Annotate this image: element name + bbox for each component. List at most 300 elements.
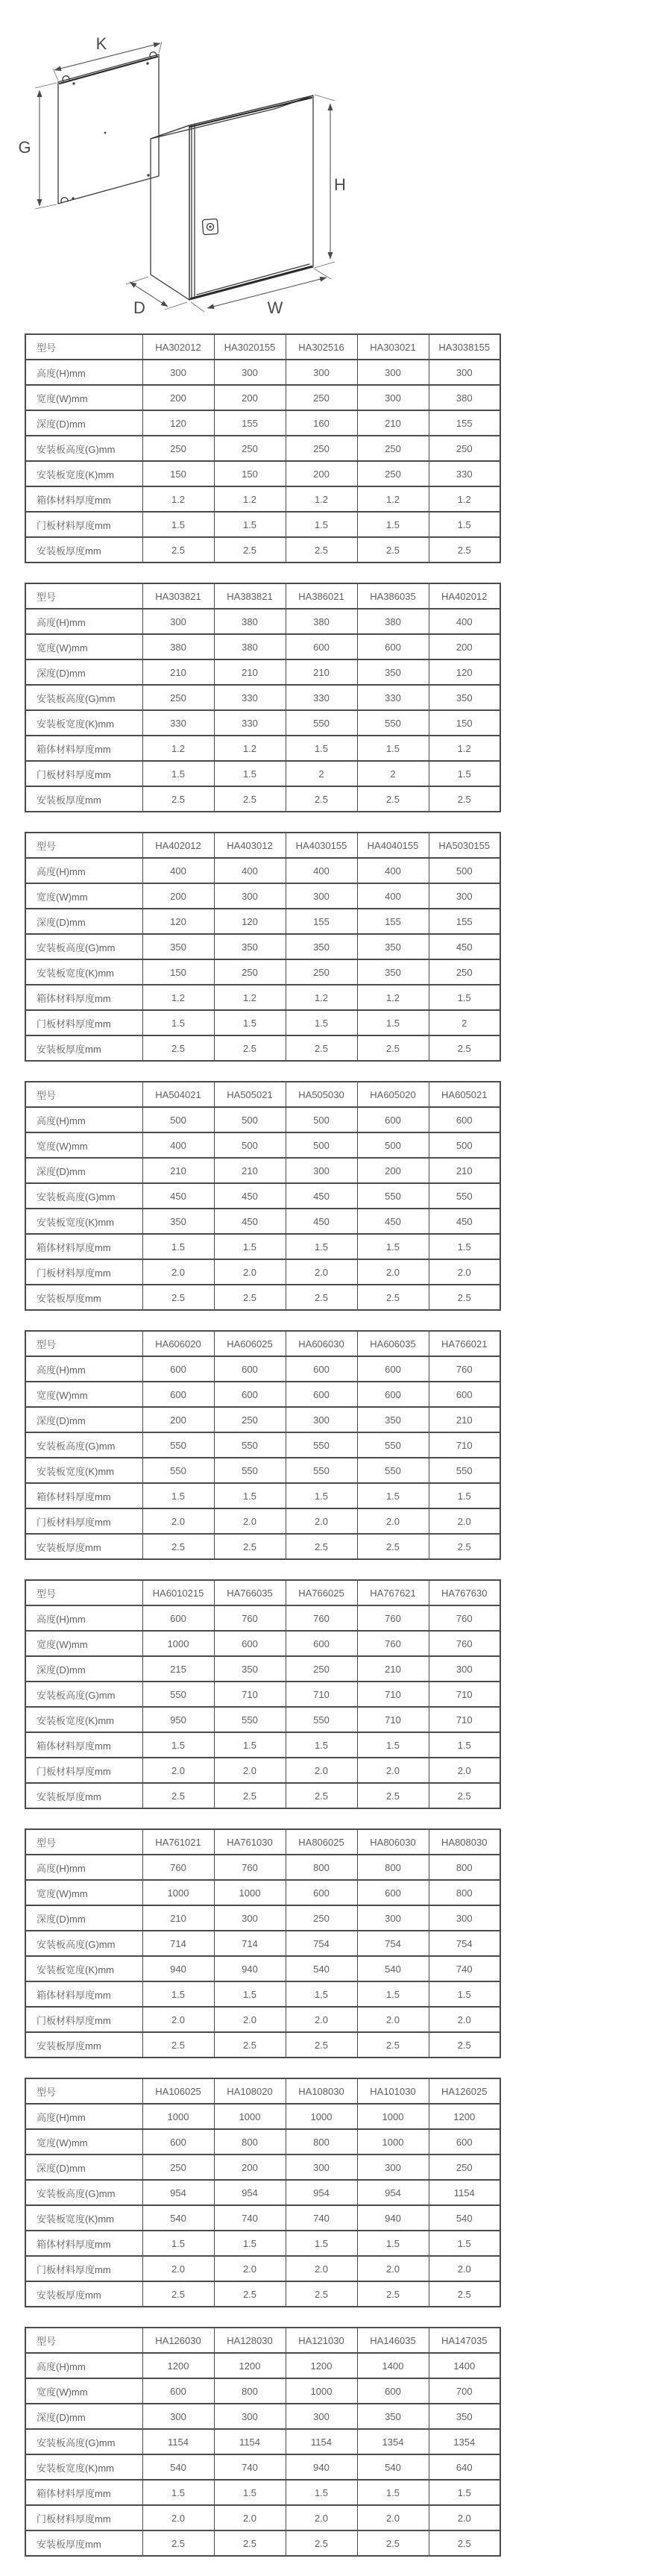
spec-value-cell: 2.5	[286, 2281, 357, 2307]
spec-value-cell: 2.5	[214, 1534, 286, 1559]
spec-value-cell: 150	[142, 461, 214, 486]
spec-value-cell: 600	[429, 2129, 500, 2154]
spec-value-cell: 550	[429, 1458, 500, 1483]
spec-value-cell: 500	[429, 1132, 500, 1158]
model-number-cell: HA6010215	[142, 1580, 214, 1605]
spec-value-cell: 250	[357, 436, 429, 461]
spec-value-cell: 1.5	[142, 1732, 214, 1758]
spec-label-cell: 宽度(W)mm	[25, 2129, 142, 2154]
spec-table-4	[25, 1081, 501, 1311]
spec-row	[25, 1356, 500, 1382]
spec-row	[25, 1783, 500, 1808]
spec-value-cell: 2.5	[142, 2281, 214, 2307]
spec-value-cell: 760	[214, 1855, 286, 1880]
spec-value-cell: 800	[214, 2129, 286, 2154]
spec-value-cell: 550	[142, 1682, 214, 1707]
spec-label-cell: 安装板高度(G)mm	[25, 1432, 142, 1458]
spec-value-cell: 200	[142, 1407, 214, 1432]
spec-row	[25, 1458, 500, 1483]
spec-value-cell: 330	[286, 685, 357, 710]
spec-row	[25, 1956, 500, 1981]
spec-value-cell: 2.0	[286, 1259, 357, 1285]
spec-label-cell: 门板材料厚度mm	[25, 761, 142, 786]
spec-table-7	[25, 1828, 501, 2058]
spec-label-cell: 安装板厚度mm	[25, 786, 142, 812]
spec-value-cell: 350	[142, 1209, 214, 1234]
spec-value-cell: 2.5	[286, 2032, 357, 2058]
spec-row	[25, 1880, 500, 1905]
model-number-cell: HA766025	[286, 1580, 357, 1605]
spec-value-cell: 2.5	[142, 537, 214, 562]
spec-value-cell: 600	[286, 634, 357, 659]
spec-value-cell: 400	[142, 858, 214, 883]
spec-row	[25, 512, 500, 537]
spec-value-cell: 300	[286, 883, 357, 909]
spec-label-cell: 深度(D)mm	[25, 410, 142, 436]
spec-value-cell: 1154	[214, 2429, 286, 2454]
spec-value-cell: 600	[357, 1382, 429, 1407]
spec-value-cell: 2.0	[142, 2256, 214, 2281]
spec-row	[25, 1707, 500, 1732]
model-number-cell: HA605020	[357, 1082, 429, 1107]
spec-value-cell: 200	[286, 461, 357, 486]
spec-value-cell: 1000	[214, 2104, 286, 2129]
model-column-header: 型号	[25, 1580, 142, 1605]
spec-value-cell: 740	[286, 2205, 357, 2231]
spec-label-cell: 宽度(W)mm	[25, 1880, 142, 1905]
spec-value-cell: 954	[214, 2180, 286, 2205]
spec-row	[25, 2007, 500, 2032]
spec-value-cell: 1.5	[429, 1483, 500, 1508]
spec-value-cell: 1000	[142, 2104, 214, 2129]
spec-row	[25, 1407, 500, 1432]
spec-value-cell: 450	[286, 1183, 357, 1209]
spec-label-cell: 安装板厚度mm	[25, 1534, 142, 1559]
spec-value-cell: 400	[429, 609, 500, 634]
spec-value-cell: 1.5	[214, 2480, 286, 2505]
spec-value-cell: 450	[214, 1183, 286, 1209]
spec-value-cell: 550	[142, 1432, 214, 1458]
spec-value-cell: 710	[357, 1682, 429, 1707]
spec-value-cell: 250	[286, 959, 357, 985]
model-number-cell: HA402012	[142, 833, 214, 858]
spec-value-cell: 2.0	[357, 1758, 429, 1783]
spec-value-cell: 380	[214, 609, 286, 634]
spec-value-cell: 600	[286, 1880, 357, 1905]
spec-value-cell: 1.5	[214, 1732, 286, 1758]
spec-value-cell: 380	[286, 609, 357, 634]
mounting-plate	[58, 52, 159, 204]
spec-value-cell: 500	[357, 1132, 429, 1158]
spec-value-cell: 714	[214, 1931, 286, 1956]
spec-label-cell: 高度(H)mm	[25, 609, 142, 634]
spec-value-cell: 1.5	[214, 512, 286, 537]
spec-value-cell: 300	[357, 2154, 429, 2180]
spec-label-cell: 宽度(W)mm	[25, 883, 142, 909]
spec-value-cell: 1400	[357, 2353, 429, 2378]
spec-value-cell: 2.5	[357, 1783, 429, 1808]
spec-value-cell: 330	[357, 685, 429, 710]
spec-value-cell: 2.5	[214, 2281, 286, 2307]
spec-label-cell: 高度(H)mm	[25, 858, 142, 883]
spec-row	[25, 2530, 500, 2556]
spec-value-cell: 215	[142, 1656, 214, 1682]
spec-value-cell: 754	[357, 1931, 429, 1956]
spec-label-cell: 安装板厚度mm	[25, 2032, 142, 2058]
spec-value-cell: 1.5	[286, 1483, 357, 1508]
spec-row	[25, 1855, 500, 1880]
spec-value-cell: 1.5	[429, 1732, 500, 1758]
spec-value-cell: 400	[142, 1132, 214, 1158]
spec-value-cell: 760	[429, 1356, 500, 1382]
model-number-cell: HA806030	[357, 1829, 429, 1855]
spec-value-cell: 1000	[286, 2104, 357, 2129]
spec-value-cell: 2.0	[142, 1758, 214, 1783]
spec-label-cell: 深度(D)mm	[25, 909, 142, 934]
spec-value-cell: 350	[357, 959, 429, 985]
spec-label-cell: 安装板高度(G)mm	[25, 2180, 142, 2205]
spec-value-cell: 2.5	[357, 537, 429, 562]
spec-value-cell: 2	[286, 761, 357, 786]
spec-label-cell: 安装板厚度mm	[25, 2281, 142, 2307]
spec-row	[25, 2231, 500, 2256]
spec-value-cell: 2.5	[429, 2281, 500, 2307]
spec-value-cell: 600	[286, 1382, 357, 1407]
spec-label-cell: 安装板高度(G)mm	[25, 1183, 142, 1209]
spec-label-cell: 深度(D)mm	[25, 2154, 142, 2180]
model-number-cell: HA303821	[142, 583, 214, 609]
spec-value-cell: 300	[357, 360, 429, 385]
spec-row	[25, 1209, 500, 1234]
spec-row	[25, 1432, 500, 1458]
spec-label-cell: 安装板宽度(K)mm	[25, 710, 142, 736]
spec-label-cell: 深度(D)mm	[25, 1656, 142, 1682]
spec-label-cell: 安装板高度(G)mm	[25, 685, 142, 710]
spec-value-cell: 300	[286, 1158, 357, 1183]
spec-value-cell: 760	[357, 1631, 429, 1656]
spec-row	[25, 1285, 500, 1310]
spec-label-cell: 门板材料厚度mm	[25, 512, 142, 537]
model-number-cell: HA146035	[357, 2328, 429, 2353]
spec-value-cell: 760	[214, 1605, 286, 1631]
spec-row	[25, 685, 500, 710]
model-header-row	[25, 2328, 500, 2353]
model-number-cell: HA106025	[142, 2078, 214, 2104]
dim-label-d: D	[133, 298, 145, 317]
spec-value-cell: 2.5	[286, 2530, 357, 2556]
spec-value-cell: 350	[429, 2404, 500, 2429]
spec-value-cell: 1.2	[142, 736, 214, 761]
spec-label-cell: 箱体材料厚度mm	[25, 1981, 142, 2007]
spec-label-cell: 宽度(W)mm	[25, 2378, 142, 2404]
spec-value-cell: 1.2	[286, 985, 357, 1010]
spec-value-cell: 250	[429, 2154, 500, 2180]
spec-value-cell: 300	[429, 360, 500, 385]
spec-value-cell: 1.2	[357, 985, 429, 1010]
spec-label-cell: 深度(D)mm	[25, 2404, 142, 2429]
spec-value-cell: 210	[357, 1656, 429, 1682]
spec-label-cell: 宽度(W)mm	[25, 385, 142, 410]
model-header-row	[25, 1829, 500, 1855]
spec-value-cell: 2.5	[429, 1783, 500, 1808]
spec-value-cell: 1.5	[214, 2231, 286, 2256]
spec-value-cell: 150	[214, 461, 286, 486]
spec-value-cell: 2.5	[142, 786, 214, 812]
spec-value-cell: 2.0	[429, 2505, 500, 2530]
model-number-cell: HA767621	[357, 1580, 429, 1605]
spec-value-cell: 380	[142, 634, 214, 659]
spec-value-cell: 600	[357, 2378, 429, 2404]
model-header-row	[25, 334, 500, 360]
spec-value-cell: 300	[429, 1656, 500, 1682]
spec-value-cell: 500	[214, 1132, 286, 1158]
spec-value-cell: 250	[286, 1656, 357, 1682]
spec-value-cell: 1000	[142, 1880, 214, 1905]
spec-value-cell: 2.5	[142, 1035, 214, 1061]
spec-label-cell: 宽度(W)mm	[25, 1382, 142, 1407]
spec-value-cell: 2.0	[357, 1259, 429, 1285]
spec-value-cell: 1.5	[142, 2231, 214, 2256]
spec-value-cell: 2.0	[429, 1508, 500, 1534]
spec-label-cell: 安装板高度(G)mm	[25, 1931, 142, 1956]
spec-value-cell: 300	[214, 360, 286, 385]
spec-label-cell: 门板材料厚度mm	[25, 2007, 142, 2032]
spec-value-cell: 1154	[142, 2429, 214, 2454]
spec-label-cell: 安装板宽度(K)mm	[25, 959, 142, 985]
spec-label-cell: 安装板厚度mm	[25, 1285, 142, 1310]
spec-value-cell: 120	[142, 909, 214, 934]
spec-value-cell: 1.2	[214, 736, 286, 761]
spec-value-cell: 250	[214, 436, 286, 461]
spec-value-cell: 300	[214, 1905, 286, 1931]
spec-value-cell: 150	[429, 710, 500, 736]
spec-value-cell: 210	[286, 659, 357, 685]
spec-value-cell: 1.5	[286, 1234, 357, 1259]
spec-value-cell: 200	[429, 634, 500, 659]
spec-table-1	[25, 333, 501, 563]
spec-tables	[25, 333, 671, 2557]
spec-value-cell: 250	[142, 685, 214, 710]
spec-value-cell: 2.0	[286, 2007, 357, 2032]
model-column-header: 型号	[25, 833, 142, 858]
spec-row	[25, 1758, 500, 1783]
model-header-row	[25, 1082, 500, 1107]
spec-value-cell: 550	[214, 1458, 286, 1483]
spec-value-cell: 954	[286, 2180, 357, 2205]
spec-value-cell: 2.5	[286, 537, 357, 562]
spec-value-cell: 1.5	[357, 1981, 429, 2007]
spec-value-cell: 710	[429, 1707, 500, 1732]
spec-value-cell: 1.5	[429, 2231, 500, 2256]
spec-value-cell: 300	[429, 1905, 500, 1931]
spec-value-cell: 2.5	[214, 537, 286, 562]
spec-label-cell: 安装板宽度(K)mm	[25, 2205, 142, 2231]
spec-value-cell: 2.5	[214, 2530, 286, 2556]
spec-value-cell: 2.5	[214, 2032, 286, 2058]
spec-value-cell: 450	[429, 934, 500, 959]
spec-row	[25, 1158, 500, 1183]
spec-table-8	[25, 2078, 501, 2307]
spec-value-cell: 1.5	[286, 1981, 357, 2007]
spec-row	[25, 883, 500, 909]
spec-row	[25, 659, 500, 685]
spec-value-cell: 2.0	[142, 2505, 214, 2530]
spec-value-cell: 740	[429, 1956, 500, 1981]
spec-row	[25, 486, 500, 512]
spec-row	[25, 985, 500, 1010]
spec-row	[25, 634, 500, 659]
spec-label-cell: 安装板厚度mm	[25, 1035, 142, 1061]
spec-value-cell: 1.5	[142, 761, 214, 786]
spec-row	[25, 385, 500, 410]
spec-value-cell: 2.5	[286, 1035, 357, 1061]
spec-row	[25, 1605, 500, 1631]
spec-value-cell: 740	[214, 2205, 286, 2231]
spec-value-cell: 1.2	[429, 486, 500, 512]
spec-value-cell: 2.5	[357, 2032, 429, 2058]
spec-value-cell: 1.5	[142, 1483, 214, 1508]
spec-value-cell: 550	[286, 1458, 357, 1483]
spec-value-cell: 250	[214, 959, 286, 985]
spec-value-cell: 550	[286, 710, 357, 736]
spec-value-cell: 1.5	[286, 1732, 357, 1758]
spec-row	[25, 1010, 500, 1035]
model-number-cell: HA606035	[357, 1331, 429, 1356]
spec-value-cell: 550	[142, 1458, 214, 1483]
spec-value-cell: 250	[214, 1407, 286, 1432]
dim-label-k: K	[95, 34, 107, 53]
spec-value-cell: 540	[142, 2454, 214, 2480]
model-number-cell: HA403012	[214, 833, 286, 858]
spec-label-cell: 安装板宽度(K)mm	[25, 1956, 142, 1981]
spec-value-cell: 1.5	[142, 1010, 214, 1035]
spec-table-5	[25, 1330, 501, 1560]
spec-value-cell: 120	[429, 659, 500, 685]
spec-value-cell: 2.5	[429, 537, 500, 562]
spec-value-cell: 500	[142, 1107, 214, 1132]
spec-label-cell: 箱体材料厚度mm	[25, 2480, 142, 2505]
spec-value-cell: 1200	[214, 2353, 286, 2378]
model-number-cell: HA606020	[142, 1331, 214, 1356]
spec-value-cell: 600	[429, 1382, 500, 1407]
spec-value-cell: 1.2	[357, 486, 429, 512]
model-column-header: 型号	[25, 583, 142, 609]
spec-row	[25, 2256, 500, 2281]
spec-value-cell: 300	[286, 2404, 357, 2429]
spec-value-cell: 740	[214, 2454, 286, 2480]
spec-value-cell: 1.5	[357, 1234, 429, 1259]
spec-value-cell: 550	[357, 710, 429, 736]
spec-value-cell: 350	[142, 934, 214, 959]
spec-value-cell: 540	[142, 2205, 214, 2231]
spec-value-cell: 550	[286, 1707, 357, 1732]
spec-value-cell: 200	[142, 385, 214, 410]
model-number-cell: HA303021	[357, 334, 429, 360]
spec-value-cell: 940	[357, 2205, 429, 2231]
spec-value-cell: 450	[286, 1209, 357, 1234]
spec-label-cell: 箱体材料厚度mm	[25, 486, 142, 512]
model-column-header: 型号	[25, 2328, 142, 2353]
spec-value-cell: 2.5	[142, 1534, 214, 1559]
spec-value-cell: 600	[357, 1107, 429, 1132]
spec-label-cell: 门板材料厚度mm	[25, 1010, 142, 1035]
spec-value-cell: 1.5	[214, 1483, 286, 1508]
spec-label-cell: 箱体材料厚度mm	[25, 1234, 142, 1259]
spec-value-cell: 200	[214, 2154, 286, 2180]
spec-value-cell: 1354	[429, 2429, 500, 2454]
spec-row	[25, 1107, 500, 1132]
spec-label-cell: 安装板宽度(K)mm	[25, 1209, 142, 1234]
spec-value-cell: 550	[357, 1183, 429, 1209]
spec-value-cell: 2.5	[429, 786, 500, 812]
model-number-cell: HA606025	[214, 1331, 286, 1356]
spec-value-cell: 250	[429, 436, 500, 461]
spec-value-cell: 1.5	[214, 1981, 286, 2007]
model-number-cell: HA128030	[214, 2328, 286, 2353]
spec-value-cell: 2.5	[429, 1285, 500, 1310]
spec-row	[25, 1259, 500, 1285]
spec-value-cell: 760	[357, 1605, 429, 1631]
model-number-cell: HA108020	[214, 2078, 286, 2104]
spec-value-cell: 550	[357, 1432, 429, 1458]
spec-value-cell: 450	[357, 1209, 429, 1234]
spec-value-cell: 400	[214, 858, 286, 883]
spec-label-cell: 深度(D)mm	[25, 659, 142, 685]
spec-value-cell: 2.0	[286, 1758, 357, 1783]
spec-value-cell: 500	[286, 1107, 357, 1132]
spec-value-cell: 2.0	[214, 2505, 286, 2530]
spec-value-cell: 600	[142, 2378, 214, 2404]
spec-value-cell: 1.5	[429, 985, 500, 1010]
spec-row	[25, 1035, 500, 1061]
spec-value-cell: 250	[429, 959, 500, 985]
spec-value-cell: 2.5	[214, 1035, 286, 1061]
spec-value-cell: 550	[429, 1183, 500, 1209]
spec-value-cell: 1000	[142, 1631, 214, 1656]
spec-value-cell: 710	[286, 1682, 357, 1707]
spec-value-cell: 600	[286, 1356, 357, 1382]
spec-row	[25, 736, 500, 761]
spec-value-cell: 350	[286, 934, 357, 959]
model-number-cell: HA101030	[357, 2078, 429, 2104]
spec-label-cell: 安装板高度(G)mm	[25, 934, 142, 959]
spec-value-cell: 600	[357, 1356, 429, 1382]
spec-value-cell: 1.2	[214, 985, 286, 1010]
spec-value-cell: 300	[429, 883, 500, 909]
spec-value-cell: 600	[214, 1631, 286, 1656]
spec-value-cell: 300	[286, 360, 357, 385]
spec-label-cell: 高度(H)mm	[25, 2353, 142, 2378]
spec-row	[25, 2281, 500, 2307]
spec-value-cell: 2.0	[142, 2007, 214, 2032]
spec-value-cell: 1.5	[286, 1010, 357, 1035]
spec-value-cell: 600	[142, 1605, 214, 1631]
spec-row	[25, 1656, 500, 1682]
model-column-header: 型号	[25, 1829, 142, 1855]
spec-label-cell: 高度(H)mm	[25, 1107, 142, 1132]
spec-value-cell: 710	[214, 1682, 286, 1707]
spec-value-cell: 210	[214, 1158, 286, 1183]
spec-value-cell: 330	[429, 461, 500, 486]
spec-row	[25, 436, 500, 461]
spec-value-cell: 1.5	[214, 1234, 286, 1259]
spec-row	[25, 410, 500, 436]
spec-value-cell: 800	[429, 1855, 500, 1880]
spec-value-cell: 1.2	[286, 486, 357, 512]
spec-row	[25, 537, 500, 562]
spec-value-cell: 2.0	[357, 1508, 429, 1534]
spec-value-cell: 540	[429, 2205, 500, 2231]
